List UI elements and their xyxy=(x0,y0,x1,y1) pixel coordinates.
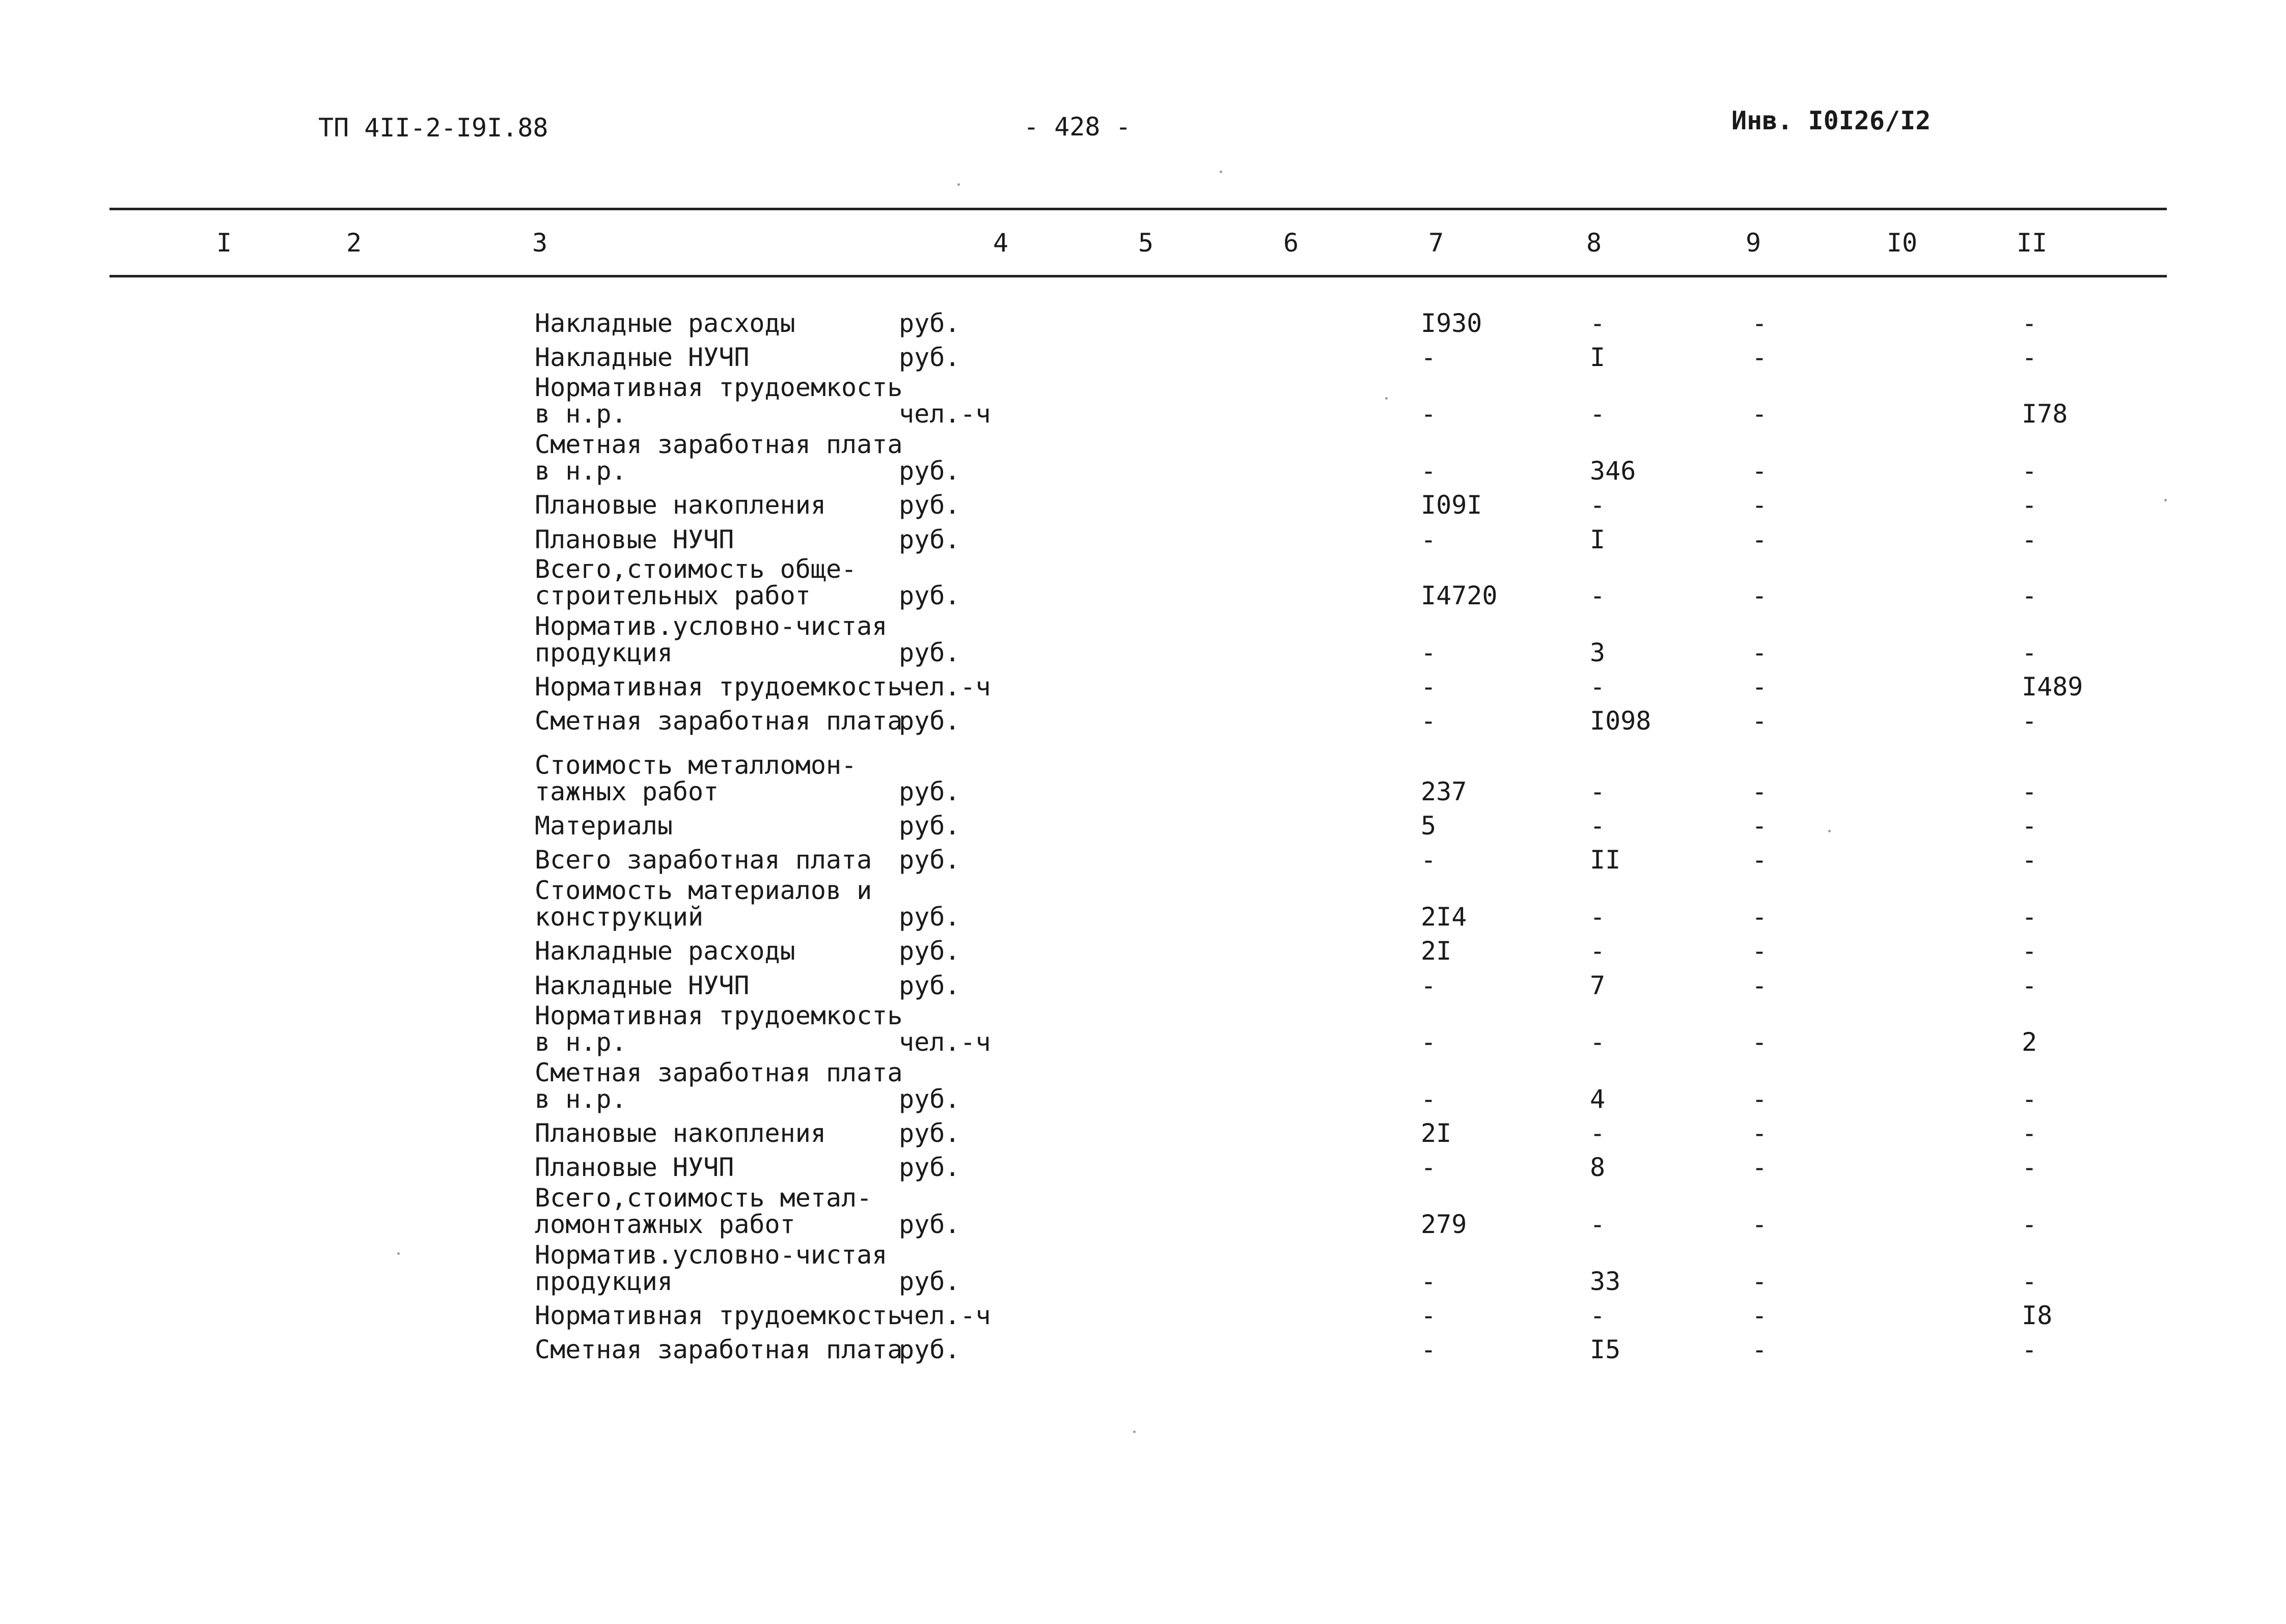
page-number: - 428 - xyxy=(1024,112,1131,142)
cell-col-11: - xyxy=(2022,777,2037,806)
inventory-number: Инв. I0I26/I2 xyxy=(1731,106,1931,135)
column-header-8: 8 xyxy=(1586,228,1602,258)
cell-col-7: - xyxy=(1421,706,1437,736)
row-description-line: Нормативная трудоемкость xyxy=(535,672,903,702)
cell-col-9: - xyxy=(1752,672,1768,702)
cell-col-9: - xyxy=(1752,309,1768,338)
table-row xyxy=(0,1335,2286,1364)
cell-col-9: - xyxy=(1752,1301,1768,1330)
cell-col-11: - xyxy=(2022,971,2037,1000)
cell-col-9: - xyxy=(1752,777,1768,806)
column-header-11: II xyxy=(2016,228,2048,258)
scan-speck xyxy=(2164,499,2167,501)
cell-col-9: - xyxy=(1752,1027,1768,1057)
row-description-line: в н.р. xyxy=(535,399,627,429)
cell-col-11: - xyxy=(2022,343,2037,372)
cell-col-8: - xyxy=(1590,490,1606,520)
cell-col-7: - xyxy=(1421,1153,1437,1182)
scan-speck xyxy=(1828,830,1831,832)
row-unit: руб. xyxy=(899,1153,960,1182)
row-description xyxy=(535,492,826,518)
row-description xyxy=(535,674,902,700)
row-unit: чел.-ч xyxy=(899,1301,991,1330)
cell-col-9: - xyxy=(1752,902,1768,932)
cell-col-9: - xyxy=(1752,1118,1768,1148)
cell-col-8: - xyxy=(1590,1027,1606,1057)
cell-col-9: - xyxy=(1752,490,1768,520)
row-description-line: в н.р. xyxy=(535,1084,627,1114)
cell-col-11: - xyxy=(2022,1118,2037,1148)
row-description-line: Плановые накопления xyxy=(535,490,826,520)
table-row xyxy=(0,343,2286,372)
scan-speck xyxy=(957,183,960,186)
cell-col-7: - xyxy=(1421,525,1437,554)
row-unit: руб. xyxy=(899,309,960,338)
cell-col-9: - xyxy=(1752,1153,1768,1182)
cell-col-8: 33 xyxy=(1590,1267,1621,1296)
row-unit: чел.-ч xyxy=(899,399,991,429)
cell-col-11: - xyxy=(2022,1084,2037,1114)
table-row xyxy=(0,971,2286,1000)
row-description-line: Норматив.условно-чистая xyxy=(535,1240,888,1270)
row-description xyxy=(535,708,902,734)
row-description-line: Нормативная трудоемкость xyxy=(535,1001,903,1030)
row-description-line: Всего заработная плата xyxy=(535,845,872,875)
cell-col-7: - xyxy=(1421,1301,1437,1330)
cell-col-8: 7 xyxy=(1590,971,1606,1000)
row-unit: руб. xyxy=(899,525,960,554)
cell-col-7: - xyxy=(1421,456,1437,486)
cell-col-9: - xyxy=(1752,343,1768,372)
cell-col-7: - xyxy=(1421,343,1437,372)
cell-col-8: - xyxy=(1590,1301,1606,1330)
row-description xyxy=(535,752,857,805)
row-description-line: Сметная заработная плата xyxy=(535,430,903,459)
cell-col-11: I8 xyxy=(2022,1301,2053,1330)
cell-col-7: 237 xyxy=(1421,777,1467,806)
row-description-line: в н.р. xyxy=(535,1027,627,1057)
table-row xyxy=(0,1240,2286,1296)
cell-col-9: - xyxy=(1752,1210,1768,1239)
cell-col-9: - xyxy=(1752,706,1768,736)
cell-col-11: I489 xyxy=(2022,672,2083,702)
cell-col-11: - xyxy=(2022,706,2037,736)
cell-col-9: - xyxy=(1752,1267,1768,1296)
cell-col-9: - xyxy=(1752,581,1768,610)
row-description-line: Нормативная трудоемкость xyxy=(535,373,903,402)
cell-col-8: 8 xyxy=(1590,1153,1606,1182)
row-description xyxy=(535,1120,826,1146)
cell-col-11: - xyxy=(2022,490,2037,520)
row-description xyxy=(535,1002,902,1055)
cell-col-11: I78 xyxy=(2022,399,2068,429)
row-description xyxy=(535,1302,902,1329)
row-description xyxy=(535,877,872,930)
table-row xyxy=(0,750,2286,806)
row-description-line: продукция xyxy=(535,1267,673,1296)
cell-col-8: I098 xyxy=(1590,706,1651,736)
cell-col-11: - xyxy=(2022,902,2037,932)
cell-col-8: - xyxy=(1590,672,1606,702)
document-code: ТП 4II-2-I9I.88 xyxy=(318,113,548,143)
cell-col-8: - xyxy=(1590,581,1606,610)
row-description-line: Сметная заработная плата xyxy=(535,706,903,736)
cell-col-7: I09I xyxy=(1421,490,1482,520)
cell-col-7: - xyxy=(1421,399,1437,429)
column-header-3: 3 xyxy=(532,228,548,258)
row-unit: руб. xyxy=(899,581,960,610)
cell-col-9: - xyxy=(1752,456,1768,486)
scan-speck xyxy=(397,1252,400,1255)
row-description xyxy=(535,526,734,553)
cell-col-9: - xyxy=(1752,811,1768,841)
cell-col-7: - xyxy=(1421,1267,1437,1296)
column-header-9: 9 xyxy=(1745,228,1761,258)
cell-col-11: - xyxy=(2022,456,2037,486)
cell-col-8: - xyxy=(1590,1210,1606,1239)
cell-col-9: - xyxy=(1752,638,1768,667)
row-description-line: Накладные НУЧП xyxy=(535,971,750,1000)
row-description xyxy=(535,813,673,839)
cell-col-7: - xyxy=(1421,672,1437,702)
cell-col-8: 346 xyxy=(1590,456,1636,486)
row-description-line: Плановые НУЧП xyxy=(535,1153,734,1182)
cell-col-8: - xyxy=(1590,902,1606,932)
row-unit: руб. xyxy=(899,638,960,667)
row-description xyxy=(535,938,795,964)
row-description-line: Накладные НУЧП xyxy=(535,343,750,372)
row-unit: чел.-ч xyxy=(899,1027,991,1057)
row-unit: руб. xyxy=(899,777,960,806)
row-description xyxy=(535,556,857,609)
row-description xyxy=(535,431,902,484)
table-header-rule xyxy=(109,275,2167,277)
row-unit: руб. xyxy=(899,456,960,486)
row-description-line: продукция xyxy=(535,638,673,667)
cell-col-8: - xyxy=(1590,811,1606,841)
row-description-line: Плановые накопления xyxy=(535,1118,826,1148)
row-description-line: в н.р. xyxy=(535,456,627,486)
column-header-4: 4 xyxy=(993,228,1009,258)
cell-col-11: - xyxy=(2022,811,2037,841)
row-description-line: Стоимость металломон- xyxy=(535,750,857,780)
cell-col-8: 4 xyxy=(1590,1084,1606,1114)
cell-col-11: - xyxy=(2022,638,2037,667)
table-row xyxy=(0,811,2286,841)
row-description-line: Накладные расходы xyxy=(535,309,795,338)
cell-col-7: 2I4 xyxy=(1421,902,1467,932)
row-description xyxy=(535,613,887,666)
cell-col-8: I xyxy=(1590,525,1606,554)
cell-col-11: - xyxy=(2022,1153,2037,1182)
row-description-line: Материалы xyxy=(535,811,673,841)
column-header-5: 5 xyxy=(1138,228,1154,258)
cell-col-9: - xyxy=(1752,936,1768,966)
row-description xyxy=(535,374,902,427)
row-description-line: Норматив.условно-чистая xyxy=(535,611,888,641)
row-unit: руб. xyxy=(899,1267,960,1296)
cell-col-7: - xyxy=(1421,1335,1437,1364)
row-description-line: Нормативная трудоемкость xyxy=(535,1301,903,1330)
cell-col-8: - xyxy=(1590,1118,1606,1148)
row-unit: руб. xyxy=(899,1335,960,1364)
table-top-rule xyxy=(109,208,2167,210)
cell-col-11: - xyxy=(2022,525,2037,554)
table-row xyxy=(0,554,2286,610)
cell-col-7: - xyxy=(1421,845,1437,875)
cell-col-7: I4720 xyxy=(1421,581,1498,610)
cell-col-9: - xyxy=(1752,1335,1768,1364)
row-description-line: ломонтажных работ xyxy=(535,1210,795,1239)
row-description xyxy=(535,847,872,873)
cell-col-7: 5 xyxy=(1421,811,1437,841)
cell-col-8: I5 xyxy=(1590,1335,1621,1364)
row-unit: руб. xyxy=(899,971,960,1000)
row-description xyxy=(535,972,749,999)
cell-col-11: - xyxy=(2022,1210,2037,1239)
row-description xyxy=(535,344,749,371)
row-description xyxy=(535,1185,872,1238)
cell-col-9: - xyxy=(1752,971,1768,1000)
cell-col-9: - xyxy=(1752,1084,1768,1114)
row-description xyxy=(535,1336,902,1363)
row-unit: руб. xyxy=(899,343,960,372)
row-description-line: Плановые НУЧП xyxy=(535,525,734,554)
row-description xyxy=(535,1059,902,1112)
row-description-line: конструкций xyxy=(535,902,704,932)
column-header-2: 2 xyxy=(346,228,362,258)
table-row xyxy=(0,525,2286,554)
row-unit: руб. xyxy=(899,936,960,966)
row-description-line: Всего,стоимость обще- xyxy=(535,554,857,584)
cell-col-7: - xyxy=(1421,1027,1437,1057)
row-description xyxy=(535,1242,887,1295)
row-unit: руб. xyxy=(899,490,960,520)
cell-col-8: - xyxy=(1590,936,1606,966)
table-row xyxy=(0,1153,2286,1182)
column-header-6: 6 xyxy=(1283,228,1299,258)
cell-col-9: - xyxy=(1752,845,1768,875)
row-description-line: тажных работ xyxy=(535,777,719,806)
scan-speck xyxy=(1220,171,1222,173)
cell-col-7: I930 xyxy=(1421,309,1482,338)
row-description-line: Накладные расходы xyxy=(535,936,795,966)
cell-col-9: - xyxy=(1752,525,1768,554)
table-row xyxy=(0,1301,2286,1330)
cell-col-8: - xyxy=(1590,777,1606,806)
column-header-1: I xyxy=(216,228,232,258)
row-description-line: Всего,стоимость метал- xyxy=(535,1183,872,1213)
cell-col-8: II xyxy=(1590,845,1621,875)
row-description xyxy=(535,310,795,337)
cell-col-11: - xyxy=(2022,1267,2037,1296)
row-unit: руб. xyxy=(899,845,960,875)
cell-col-8: - xyxy=(1590,309,1606,338)
row-description-line: Сметная заработная плата xyxy=(535,1335,903,1364)
cell-col-11: - xyxy=(2022,845,2037,875)
cell-col-7: - xyxy=(1421,1084,1437,1114)
column-header-7: 7 xyxy=(1428,228,1444,258)
row-unit: руб. xyxy=(899,1118,960,1148)
cell-col-8: 3 xyxy=(1590,638,1606,667)
cell-col-11: - xyxy=(2022,1335,2037,1364)
cell-col-7: 279 xyxy=(1421,1210,1467,1239)
table-row xyxy=(0,672,2286,702)
row-unit: руб. xyxy=(899,811,960,841)
row-description-line: Стоимость материалов и xyxy=(535,876,872,905)
scan-speck xyxy=(1385,397,1388,400)
cell-col-11: - xyxy=(2022,936,2037,966)
table-row xyxy=(0,1183,2286,1239)
cell-col-7: 2I xyxy=(1421,936,1452,966)
cell-col-11: - xyxy=(2022,581,2037,610)
row-description xyxy=(535,1154,734,1181)
row-unit: руб. xyxy=(899,1210,960,1239)
cell-col-11: - xyxy=(2022,309,2037,338)
table-row xyxy=(0,611,2286,667)
cell-col-7: - xyxy=(1421,638,1437,667)
cell-col-8: - xyxy=(1590,399,1606,429)
row-unit: руб. xyxy=(899,902,960,932)
row-unit: руб. xyxy=(899,706,960,736)
row-description-line: Сметная заработная плата xyxy=(535,1058,903,1087)
scan-speck xyxy=(1133,1431,1136,1433)
cell-col-7: - xyxy=(1421,971,1437,1000)
cell-col-8: I xyxy=(1590,343,1606,372)
cell-col-7: 2I xyxy=(1421,1118,1452,1148)
row-unit: руб. xyxy=(899,1084,960,1114)
table-row xyxy=(0,309,2286,338)
row-description-line: строительных работ xyxy=(535,581,811,610)
column-header-10: I0 xyxy=(1886,228,1918,258)
cell-col-11: 2 xyxy=(2022,1027,2037,1057)
cell-col-9: - xyxy=(1752,399,1768,429)
row-unit: чел.-ч xyxy=(899,672,991,702)
